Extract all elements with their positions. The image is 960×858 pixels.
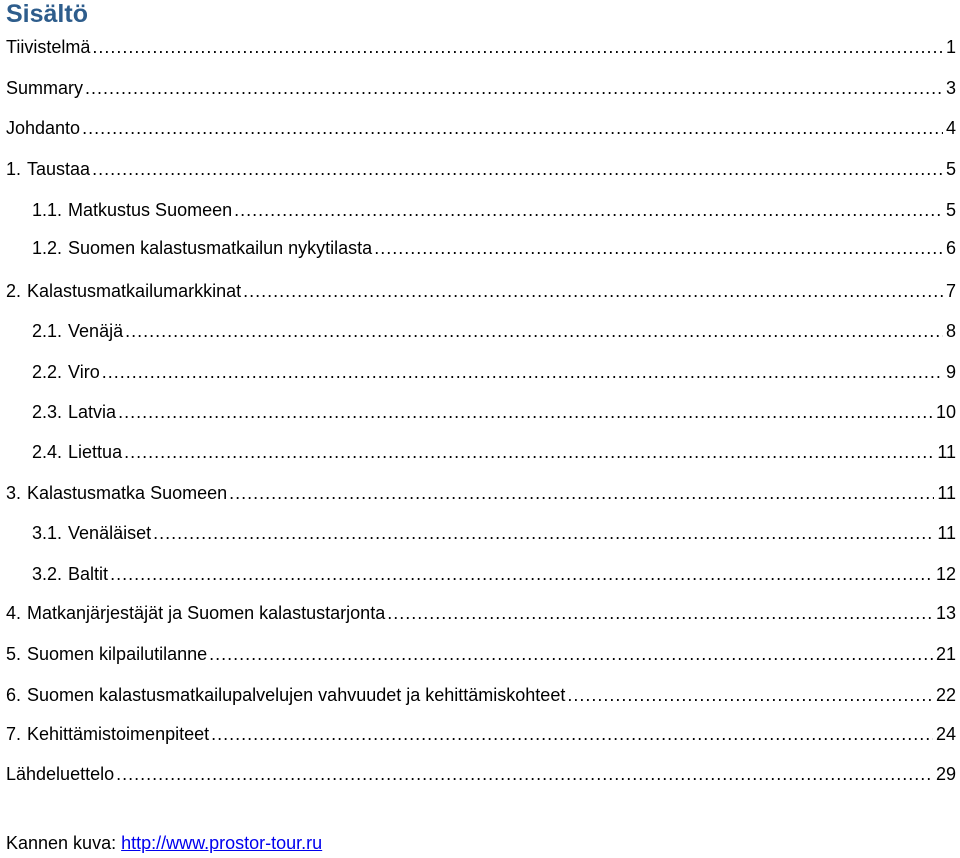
toc-dot-leader <box>110 563 933 585</box>
toc-entry-page-number: 9 <box>945 362 956 382</box>
toc-entry-number: 4. <box>6 603 22 623</box>
toc-entry[interactable] <box>32 401 956 423</box>
toc-entry-page-number: 11 <box>937 483 956 503</box>
toc-entry-title: Suomen kalastusmatkailun nykytilasta <box>68 238 373 258</box>
toc-entry-page-number: 29 <box>935 764 956 784</box>
toc-dot-leader <box>387 602 933 624</box>
cover-image-credit <box>6 832 322 854</box>
toc-entry[interactable] <box>6 763 956 785</box>
toc-entry-page-number: 1 <box>945 37 956 57</box>
toc-entry-title: Suomen kilpailutilanne <box>27 644 208 664</box>
toc-dot-leader <box>211 723 933 745</box>
toc-dot-leader <box>153 522 934 544</box>
toc-entry-page-number: 11 <box>937 442 956 462</box>
toc-entry-title: Kehittämistoimenpiteet <box>27 724 210 744</box>
toc-entry-page-number: 6 <box>945 238 956 258</box>
toc-entry[interactable] <box>6 36 956 58</box>
toc-dot-leader <box>209 643 933 665</box>
toc-entry-number: 6. <box>6 685 22 705</box>
toc-entry-page-number: 5 <box>945 159 956 179</box>
toc-entry-title: Viro <box>68 362 100 382</box>
toc-entry[interactable] <box>32 441 956 463</box>
toc-dot-leader <box>567 684 933 706</box>
toc-entry[interactable] <box>6 482 956 504</box>
toc-entry-title: Taustaa <box>27 159 91 179</box>
toc-entry-title: Tiivistelmä <box>6 37 91 57</box>
toc-entry[interactable] <box>32 199 956 221</box>
toc-entry-title: Lähdeluettelo <box>6 764 115 784</box>
toc-entry-title: Venäläiset <box>68 523 152 543</box>
toc-entry-title: Matkanjärjestäjät ja Suomen kalastustarjonta <box>27 603 386 623</box>
toc-entry-number: 2.2. <box>32 362 63 382</box>
toc-entry[interactable] <box>32 563 956 585</box>
toc-entry-page-number: 7 <box>945 281 956 301</box>
toc-entry-number: 1.2. <box>32 238 63 258</box>
toc-entry-number: 2.1. <box>32 321 63 341</box>
toc-entry-page-number: 8 <box>945 321 956 341</box>
toc-entry-title: Baltit <box>68 564 109 584</box>
toc-entry-page-number: 13 <box>935 603 956 623</box>
toc-entry-number: 3.2. <box>32 564 63 584</box>
toc-dot-leader <box>92 158 943 180</box>
toc-dot-leader <box>118 401 933 423</box>
toc-entry[interactable] <box>6 77 956 99</box>
toc-dot-leader <box>243 280 943 302</box>
toc-entry-page-number: 10 <box>935 402 956 422</box>
toc-entry-title: Johdanto <box>6 118 81 138</box>
toc-entry[interactable] <box>6 280 956 302</box>
toc-dot-leader <box>229 482 934 504</box>
toc-entry-number: 5. <box>6 644 22 664</box>
toc-entry-number: 7. <box>6 724 22 744</box>
toc-entry-page-number: 12 <box>935 564 956 584</box>
toc-entry-number: 3.1. <box>32 523 63 543</box>
toc-entry[interactable] <box>6 643 956 665</box>
toc-entry-title: Suomen kalastusmatkailupalvelujen vahvuudet ja kehittämiskohteet <box>27 685 566 705</box>
toc-dot-leader <box>82 117 943 139</box>
toc-entry[interactable] <box>6 684 956 706</box>
toc-entry-title: Summary <box>6 78 84 98</box>
toc-entry-page-number: 24 <box>935 724 956 744</box>
toc-dot-leader <box>92 36 943 58</box>
toc-entry-number: 2.4. <box>32 442 63 462</box>
toc-entry-number: 2.3. <box>32 402 63 422</box>
toc-entry-title: Latvia <box>68 402 117 422</box>
toc-entry[interactable] <box>32 320 956 342</box>
toc-entry-title: Venäjä <box>68 321 124 341</box>
toc-entry-title: Liettua <box>68 442 123 462</box>
toc-dot-leader <box>124 441 934 463</box>
toc-entry-title: Kalastusmatkailumarkkinat <box>27 281 242 301</box>
toc-entry-page-number: 3 <box>945 78 956 98</box>
toc-entry-number: 1. <box>6 159 22 179</box>
toc-entry-number: 2. <box>6 281 22 301</box>
toc-entry-number: 3. <box>6 483 22 503</box>
toc-entry-page-number: 11 <box>937 523 956 543</box>
cover-label: Kannen kuva: <box>6 833 117 853</box>
page-title: Sisältö <box>6 0 88 28</box>
toc-entry-page-number: 22 <box>935 685 956 705</box>
toc-entry-title: Matkustus Suomeen <box>68 200 233 220</box>
toc-dot-leader <box>85 77 943 99</box>
toc-dot-leader <box>116 763 933 785</box>
toc-entry[interactable] <box>32 237 956 259</box>
toc-entry[interactable] <box>6 602 956 624</box>
toc-entry[interactable] <box>6 117 956 139</box>
toc-entry[interactable] <box>6 723 956 745</box>
toc-dot-leader <box>234 199 943 221</box>
toc-dot-leader <box>374 237 943 259</box>
toc-dot-leader <box>125 320 943 342</box>
toc-entry[interactable] <box>32 522 956 544</box>
toc-entry-page-number: 21 <box>935 644 956 664</box>
toc-entry-page-number: 5 <box>945 200 956 220</box>
toc-entry-number: 1.1. <box>32 200 63 220</box>
toc-entry[interactable] <box>6 158 956 180</box>
toc-entry[interactable] <box>32 361 956 383</box>
toc-entry-title: Kalastusmatka Suomeen <box>27 483 228 503</box>
toc-entry-page-number: 4 <box>945 118 956 138</box>
toc-dot-leader <box>102 361 943 383</box>
cover-link[interactable]: http://www.prostor-tour.ru <box>121 833 323 853</box>
